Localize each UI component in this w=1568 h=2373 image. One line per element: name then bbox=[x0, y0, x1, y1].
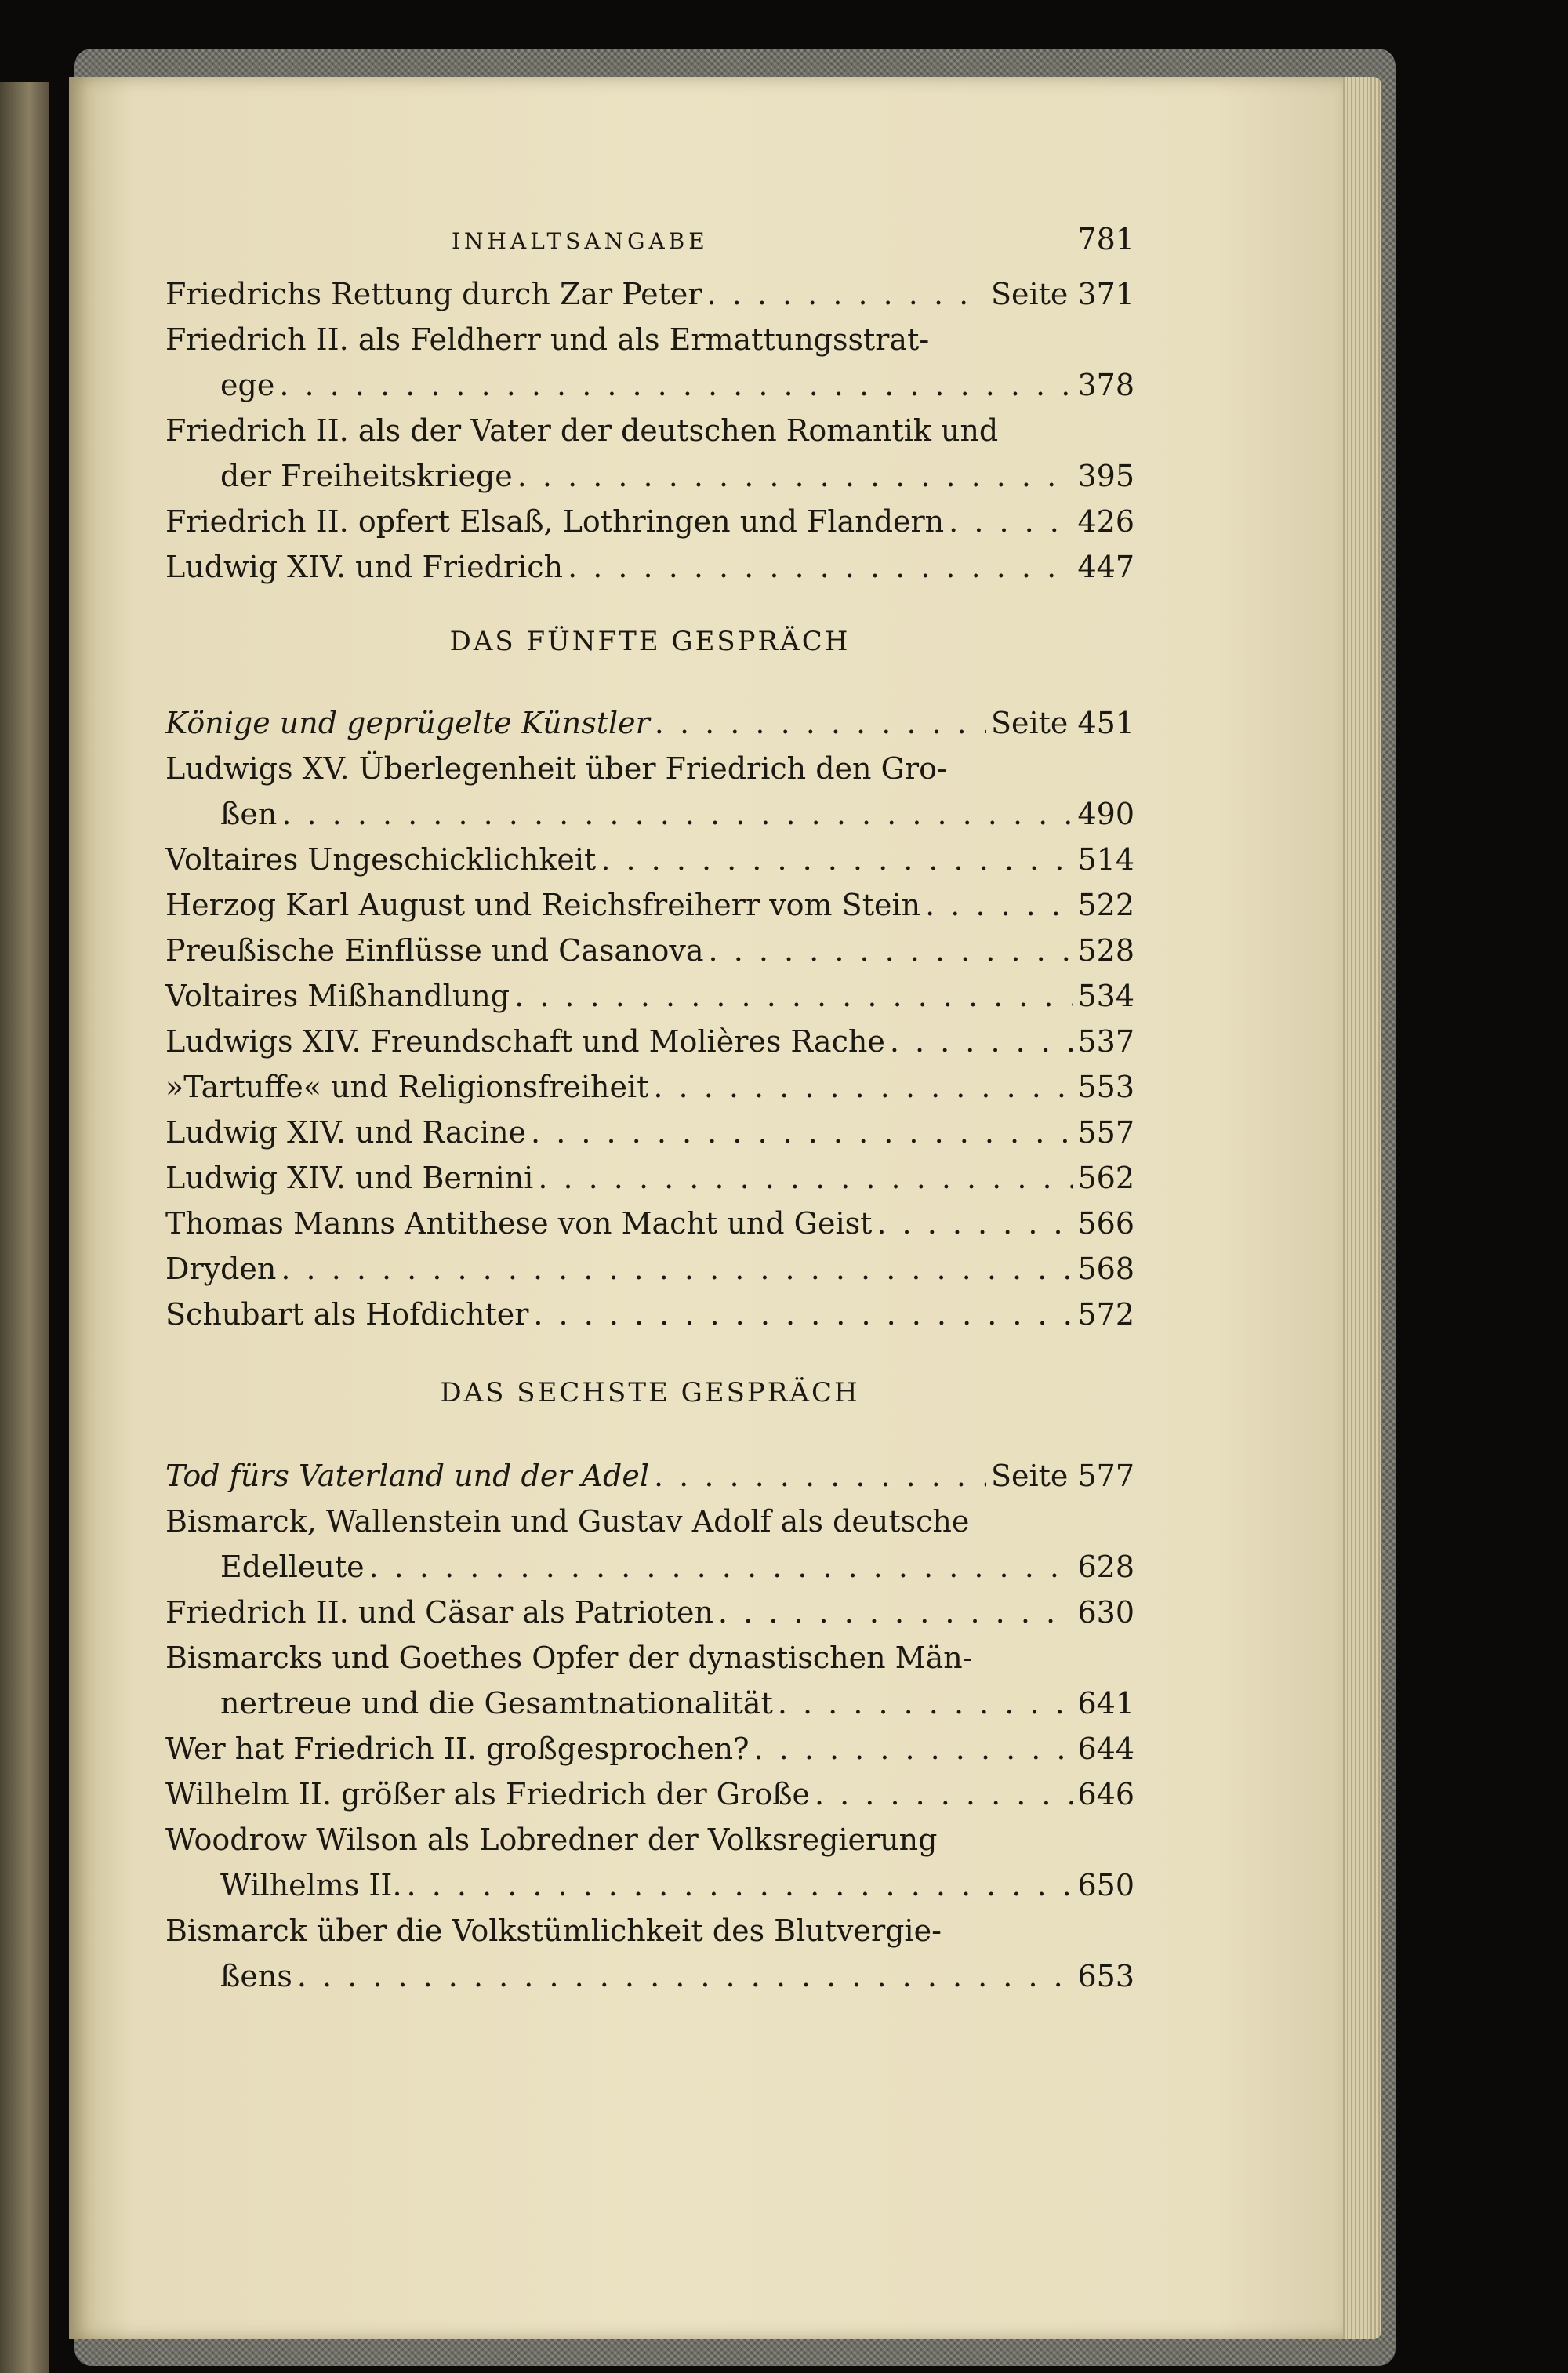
toc-entry bbox=[165, 1201, 1134, 1246]
dot-leader bbox=[890, 1019, 1073, 1064]
page-header bbox=[165, 222, 1134, 269]
running-title: INHALTSANGABE bbox=[452, 228, 709, 254]
entry-title: Bismarck über die Volkstümlichkeit des Blutvergie- bbox=[165, 1913, 942, 1948]
entry-page: 537 bbox=[1077, 1024, 1134, 1059]
entry-page: 653 bbox=[1077, 1959, 1134, 1993]
entry-page: 528 bbox=[1077, 933, 1134, 968]
table-of-contents bbox=[69, 77, 1343, 2339]
dot-leader bbox=[754, 1726, 1073, 1772]
toc-entry bbox=[165, 1908, 1134, 1999]
entry-page: 630 bbox=[1077, 1595, 1134, 1630]
entry-title: Friedrich II. und Cäsar als Patrioten bbox=[165, 1595, 713, 1630]
entry-title-continued: Wilhelms II. bbox=[220, 1868, 402, 1902]
toc-entry bbox=[165, 1064, 1134, 1110]
entry-page: 514 bbox=[1077, 842, 1134, 877]
entry-title-continued: ege bbox=[220, 368, 275, 402]
entry-page: 641 bbox=[1077, 1686, 1134, 1721]
toc-entry bbox=[165, 928, 1134, 973]
toc-entry bbox=[165, 408, 1134, 499]
dot-leader bbox=[514, 973, 1073, 1019]
dot-leader bbox=[407, 1862, 1073, 1908]
entry-page: 378 bbox=[1077, 368, 1134, 402]
entry-title: Ludwig XIV. und Friedrich bbox=[165, 550, 564, 584]
dot-leader bbox=[297, 1953, 1073, 1999]
entry-title: Bismarck, Wallenstein und Gustav Adolf als deutsche bbox=[165, 1504, 970, 1539]
dot-leader bbox=[281, 1246, 1073, 1292]
toc-entry bbox=[165, 544, 1134, 590]
entry-page: 628 bbox=[1077, 1550, 1134, 1584]
entry-title: Bismarcks und Goethes Opfer der dynastischen Män- bbox=[165, 1641, 973, 1675]
book-page bbox=[69, 77, 1343, 2339]
toc-entry bbox=[165, 1772, 1134, 1817]
entry-title-continued: ßen bbox=[220, 797, 278, 831]
entry-page: Seite 577 bbox=[990, 1459, 1134, 1493]
entry-title: Tod fürs Vaterland und der Adel bbox=[165, 1459, 649, 1493]
dot-leader bbox=[949, 499, 1073, 544]
entry-title-continued: ßens bbox=[220, 1959, 292, 1993]
toc-entry bbox=[165, 973, 1134, 1019]
entry-page: Seite 371 bbox=[990, 277, 1134, 311]
dot-leader bbox=[815, 1772, 1073, 1817]
page-number: 781 bbox=[1077, 222, 1134, 256]
entry-title: Ludwig XIV. und Bernini bbox=[165, 1161, 534, 1195]
toc-entry bbox=[165, 499, 1134, 544]
toc-entry bbox=[165, 1590, 1134, 1635]
section-heading: DAS FÜNFTE GESPRÄCH bbox=[449, 626, 851, 657]
dot-leader bbox=[709, 928, 1073, 973]
entry-title: Friedrich II. als der Vater der deutschen Romantik und bbox=[165, 413, 999, 448]
dot-leader bbox=[531, 1110, 1073, 1155]
entry-title: Ludwigs XIV. Freundschaft und Molières Rache bbox=[165, 1024, 885, 1059]
entry-title: Woodrow Wilson als Lobredner der Volksregierung bbox=[165, 1822, 938, 1857]
toc-entry bbox=[165, 1635, 1134, 1726]
entry-page: 568 bbox=[1077, 1252, 1134, 1286]
dot-leader bbox=[655, 700, 986, 746]
entry-page: 644 bbox=[1077, 1732, 1134, 1766]
entry-title: Herzog Karl August und Reichsfreiherr vom Stein bbox=[165, 888, 921, 922]
entry-title: »Tartuffe« und Religionsfreiheit bbox=[165, 1070, 649, 1104]
entry-title: Schubart als Hofdichter bbox=[165, 1297, 529, 1332]
entry-title-continued: Edelleute bbox=[220, 1550, 365, 1584]
entry-title: Preußische Einflüsse und Casanova bbox=[165, 933, 704, 968]
entry-title: Dryden bbox=[165, 1252, 277, 1286]
previous-page-edge bbox=[0, 82, 49, 2373]
entry-page: 426 bbox=[1077, 504, 1134, 539]
toc-entry bbox=[165, 700, 1134, 746]
entry-title-continued: nertreue und die Gesamtnationalität bbox=[220, 1686, 773, 1721]
dot-leader bbox=[601, 837, 1073, 882]
dot-leader bbox=[718, 1590, 1073, 1635]
toc-entry bbox=[165, 317, 1134, 408]
entry-page: 562 bbox=[1077, 1161, 1134, 1195]
entry-page: Seite 451 bbox=[990, 706, 1134, 740]
toc-entry bbox=[165, 837, 1134, 882]
dot-leader bbox=[568, 544, 1073, 590]
dot-leader bbox=[369, 1544, 1073, 1590]
dot-leader bbox=[281, 791, 1073, 837]
entry-page: 646 bbox=[1077, 1777, 1134, 1812]
section-heading: DAS SECHSTE GESPRÄCH bbox=[440, 1377, 860, 1408]
entry-title: Wer hat Friedrich II. großgesprochen? bbox=[165, 1732, 750, 1766]
entry-title: Ludwig XIV. und Racine bbox=[165, 1115, 527, 1150]
entry-page: 490 bbox=[1077, 797, 1134, 831]
entry-title: Friedrich II. opfert Elsaß, Lothringen und Flandern bbox=[165, 504, 945, 539]
entry-title: Wilhelm II. größer als Friedrich der Große bbox=[165, 1777, 810, 1812]
entry-page: 572 bbox=[1077, 1297, 1134, 1332]
entry-title-continued: der Freiheitskriege bbox=[220, 459, 513, 493]
toc-entry bbox=[165, 1292, 1134, 1337]
dot-leader bbox=[654, 1453, 986, 1499]
toc-entry bbox=[165, 1726, 1134, 1772]
entry-title: Thomas Manns Antithese von Macht und Geist bbox=[165, 1206, 873, 1241]
toc-entry bbox=[165, 1499, 1134, 1590]
entry-title: Könige und geprügelte Künstler bbox=[165, 706, 650, 740]
entry-page: 650 bbox=[1077, 1868, 1134, 1902]
toc-entry bbox=[165, 882, 1134, 928]
entry-page: 566 bbox=[1077, 1206, 1134, 1241]
toc-entry bbox=[165, 1453, 1134, 1499]
entry-page: 557 bbox=[1077, 1115, 1134, 1150]
entry-title: Voltaires Mißhandlung bbox=[165, 979, 510, 1013]
dot-leader bbox=[877, 1201, 1073, 1246]
dot-leader bbox=[533, 1292, 1073, 1337]
toc-entry bbox=[165, 1019, 1134, 1064]
toc-entry bbox=[165, 1817, 1134, 1908]
dot-leader bbox=[538, 1155, 1073, 1201]
entry-title: Friedrichs Rettung durch Zar Peter bbox=[165, 277, 702, 311]
dot-leader bbox=[778, 1681, 1073, 1726]
entry-page: 447 bbox=[1077, 550, 1134, 584]
entry-title: Voltaires Ungeschicklichkeit bbox=[165, 842, 597, 877]
toc-entry bbox=[165, 1246, 1134, 1292]
dot-leader bbox=[707, 271, 986, 317]
entry-page: 395 bbox=[1077, 459, 1134, 493]
entry-title: Ludwigs XV. Überlegenheit über Friedrich den Gro- bbox=[165, 751, 947, 786]
toc-entry bbox=[165, 746, 1134, 837]
toc-entry bbox=[165, 1110, 1134, 1155]
dot-leader bbox=[925, 882, 1073, 928]
toc-entry bbox=[165, 1155, 1134, 1201]
entry-page: 534 bbox=[1077, 979, 1134, 1013]
entry-page: 553 bbox=[1077, 1070, 1134, 1104]
entry-title: Friedrich II. als Feldherr und als Ermattungsstrat- bbox=[165, 322, 930, 357]
dot-leader bbox=[279, 362, 1073, 408]
dot-leader bbox=[653, 1064, 1073, 1110]
entry-page: 522 bbox=[1077, 888, 1134, 922]
toc-entry bbox=[165, 271, 1134, 317]
dot-leader bbox=[517, 453, 1073, 499]
